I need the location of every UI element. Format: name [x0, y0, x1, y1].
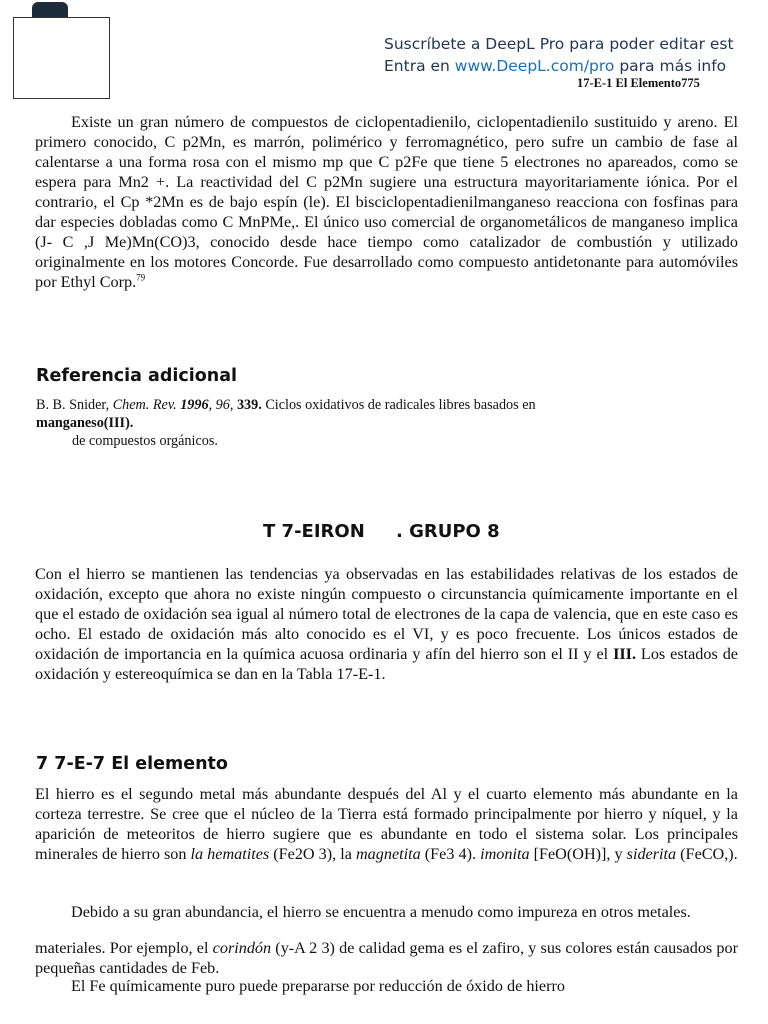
- banner-prefix: Entra en: [384, 57, 455, 75]
- section-heading-right: . GRUPO 8: [396, 521, 500, 542]
- deepl-banner[interactable]: [384, 33, 768, 77]
- intro-text: Existe un gran número de compuestos de ciclopentadienilo, ciclopentadienilo sustituido y areno. El primero conocido, C p2Mn, es marrón, polimérico y ferromagnético, pero sufre un cambio de fase al calentarse a una forma rosa con el mismo mp que C p2Fe que tiene 5 electrones no apareados, como se espera para Mn2 +. La reactividad del C p2Mn sugiere una estructura mayoritariamente iónica. Por el contrario, el Cp *2Mn es de bajo espín (le). El bisciclopentadienilmanganeso reacciona con fosfinas para dar especies dobladas como C MnPMe,. El único uso comercial de organometálicos de manganeso implica (J- C ,J Me)Mn(CO)3, conocido desde hace tiempo como catalizador de combustión y utilizado originalmente en los motores Concorde. Fue desarrollado como compuesto antidetonante para automóviles por Ethyl Corp.: [35, 113, 738, 291]
- element-paragraph-4: El Fe químicamente puro puede prepararse por reducción de óxido de hierro: [71, 977, 565, 995]
- iron-bold: III.: [613, 645, 637, 663]
- element-heading: 7 7-E-7 El elemento: [36, 754, 228, 774]
- footnote-mark: 79: [136, 272, 146, 283]
- banner-line-2: [384, 55, 768, 77]
- reference-line-2: [36, 414, 736, 432]
- element-paragraph-3: [35, 938, 738, 978]
- running-head: 17-E-1 El Elemento775: [577, 76, 700, 90]
- term-imonita: imonita: [480, 845, 530, 863]
- element-paragraph-1: [35, 784, 738, 864]
- ref-author: B. B. Snider,: [36, 397, 113, 413]
- element-text-end: (FeCO,).: [676, 845, 738, 863]
- section-heading-left: T 7-EIRON: [263, 521, 365, 542]
- reference-heading: Referencia adicional: [36, 366, 238, 386]
- deepl-link[interactable]: www.DeepL.com/pro: [454, 57, 615, 75]
- iron-text-1: Con el hierro se mantienen las tendencias ya observadas en las estabilidades relativas de los estados de oxidación, excepto que ahora no existe ningún compuesto o circunstancia químicamente importante en el que el estado de oxidación sea igual al número total de electrones de la capa de valencia, que en este caso es ocho. El estado de oxidación más alto conocido es el VI, y es poco frecuente. Los únicos estados de oxidación de importancia en la química acuosa ordinaria y afín del hierro son el II y el: [35, 565, 738, 663]
- thumbnail-placeholder: [13, 17, 110, 99]
- banner-line-1: Suscríbete a DeepL Pro para poder editar est: [384, 35, 734, 53]
- ref-page: 339.: [236, 397, 262, 413]
- element-paragraph-2: Debido a su gran abundancia, el hierro se encuentra a menudo como impureza en otros metales.: [71, 903, 691, 921]
- ref-bold-line: manganeso(III).: [36, 415, 134, 431]
- ref-title: Ciclos oxidativos de radicales libres basados en: [261, 397, 536, 413]
- reference-line-1: B. B. Snider, Chem. Rev. 1996, 96, 339. Ciclos oxidativos de radicales libres basados en: [36, 397, 536, 413]
- element-text-mid1: (Fe2O 3), la: [269, 845, 356, 863]
- intro-paragraph: [35, 112, 738, 292]
- banner-suffix: para más info: [614, 57, 727, 75]
- term-corindon: corindón: [212, 939, 272, 957]
- p3-text-pre: materiales. Por ejemplo, el: [35, 939, 213, 957]
- p3-text-post: (y-A 2 3) de calidad gema es el zafiro, y sus colores están causados por pequeñas cantidades de Feb.: [35, 939, 738, 977]
- reference-entry: [36, 396, 736, 450]
- element-text-mid3: [FeO(OH)], y: [529, 845, 627, 863]
- reference-line-3: de compuestos orgánicos.: [72, 433, 218, 449]
- iron-text-2: Los estados de oxidación y estereoquímica se dan en la Tabla 17-E-1.: [35, 645, 738, 683]
- ref-volume: 96: [215, 397, 230, 413]
- iron-paragraph: [35, 564, 738, 684]
- ref-year: 1996: [180, 397, 209, 413]
- ref-journal: Chem. Rev.: [112, 397, 177, 413]
- term-magnetita: magnetita: [355, 845, 421, 863]
- term-hematites: la hematites: [190, 845, 270, 863]
- element-text: El hierro es el segundo metal más abundante después del Al y el cuarto elemento más abundante en la corteza terrestre. Se cree que el núcleo de la Tierra está formado principalmente por hierro y níquel, y la aparición de meteoritos de hierro sugiere que es abundante en todo el sistema solar. Los principales minerales de hierro son: [35, 785, 738, 863]
- term-siderita: siderita: [626, 845, 677, 863]
- element-text-mid2: (Fe3 4).: [420, 845, 481, 863]
